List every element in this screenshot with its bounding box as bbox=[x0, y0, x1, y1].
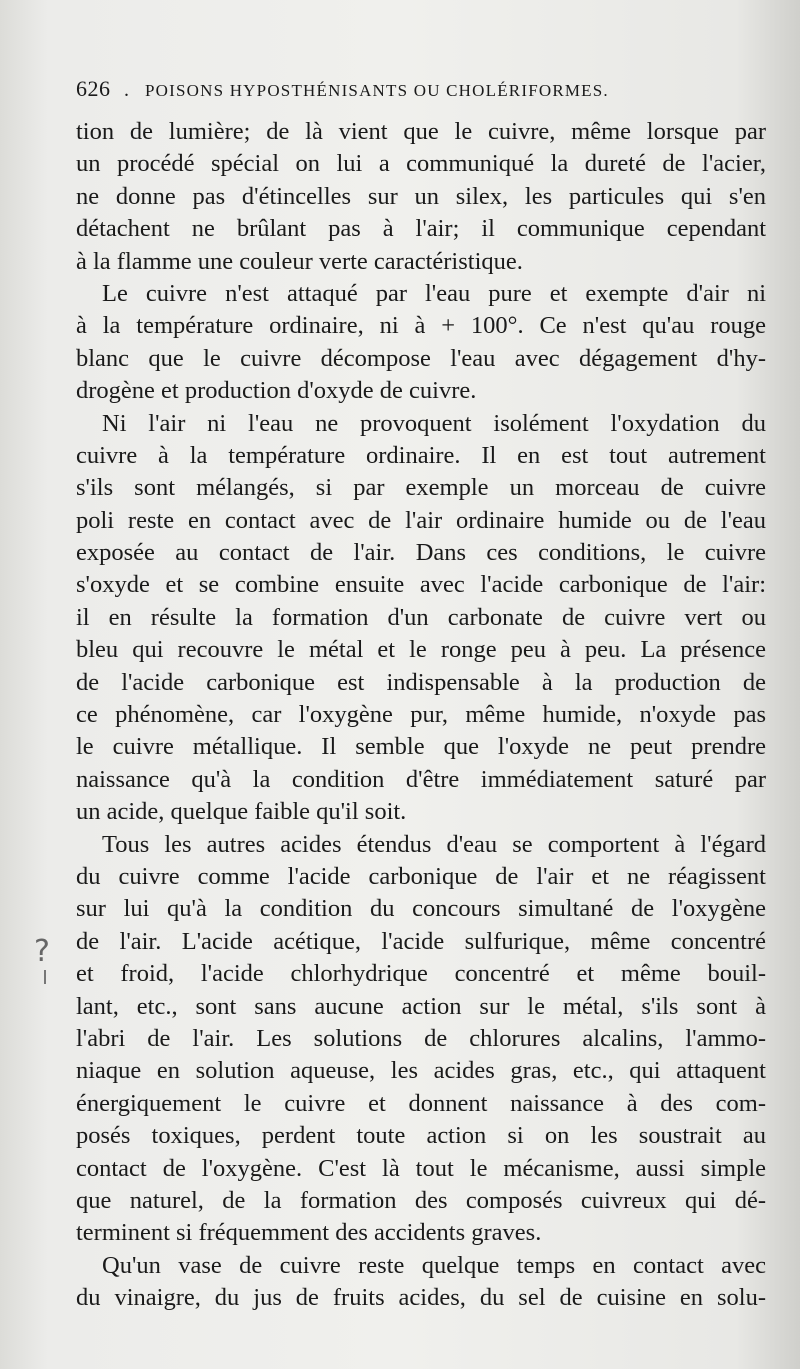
text-line: tion de lumière; de là vient que le cuivre, même lorsque par bbox=[76, 118, 766, 145]
text-line: à la température ordinaire, ni à + 100°. Ce n'est qu'au rouge bbox=[76, 312, 766, 340]
text-line: Ni l'air ni l'eau ne provoquent isolément l'oxydation du bbox=[102, 409, 766, 437]
text-line: lant, etc., sont sans aucune action sur le métal, s'ils sont à bbox=[76, 992, 766, 1020]
text-line: Qu'un vase de cuivre reste quelque temps en contact avec bbox=[102, 1251, 766, 1279]
running-header bbox=[76, 76, 756, 106]
text-line: il en résulte la formation d'un carbonate de cuivre vert ou bbox=[76, 603, 766, 631]
text-line: Tous les autres acides étendus d'eau se comportent à l'égard bbox=[102, 830, 766, 858]
text-line: ne donne pas d'étincelles sur un silex, les particules qui s'en bbox=[76, 182, 766, 210]
text-line: s'ils sont mélangés, si par exemple un morceau de cuivre bbox=[76, 474, 766, 502]
text-line: que naturel, de la formation des composés cuivreux qui dé- bbox=[76, 1186, 766, 1214]
text-line: du cuivre comme l'acide carbonique de l'air et ne réagissent bbox=[76, 862, 766, 890]
text-line: cuivre à la température ordinaire. Il en est tout autrement bbox=[76, 441, 766, 469]
text-line: drogène et production d'oxyde de cuivre. bbox=[76, 377, 477, 405]
text-line: le cuivre métallique. Il semble que l'oxyde ne peut prendre bbox=[76, 733, 766, 761]
text-line: du vinaigre, du jus de fruits acides, du sel de cuisine en solu- bbox=[76, 1284, 766, 1312]
text-line: blanc que le cuivre décompose l'eau avec dégagement d'hy- bbox=[76, 344, 766, 372]
text-line: sur lui qu'à la condition du concours simultané de l'oxygène bbox=[76, 895, 766, 923]
text-line: ce phénomène, car l'oxygène pur, même humide, n'oxyde pas bbox=[76, 701, 766, 729]
text-line: s'oxyde et se combine ensuite avec l'acide carbonique de l'air: bbox=[76, 571, 766, 599]
page-number: 626 bbox=[76, 76, 111, 101]
text-line: détachent ne brûlant pas à l'air; il communique cependant bbox=[76, 215, 766, 243]
text-line: à la flamme une couleur verte caractéristique. bbox=[76, 247, 523, 275]
text-line: exposée au contact de l'air. Dans ces conditions, le cuivre bbox=[76, 539, 766, 567]
text-line: un acide, quelque faible qu'il soit. bbox=[76, 798, 407, 826]
text-line: énergiquement le cuivre et donnent naissance à des com- bbox=[76, 1089, 766, 1117]
text-line: niaque en solution aqueuse, les acides gras, etc., qui attaquent bbox=[76, 1057, 766, 1085]
margin-pencil-tick bbox=[44, 970, 46, 984]
text-line: posés toxiques, perdent toute action si on les soustrait au bbox=[76, 1122, 766, 1150]
text-line: Le cuivre n'est attaqué par l'eau pure et exempte d'air ni bbox=[102, 279, 766, 307]
text-line: bleu qui recouvre le métal et le ronge peu à peu. La présence bbox=[76, 636, 766, 664]
text-line: naissance qu'à la condition d'être immédiatement saturé par bbox=[76, 765, 766, 793]
text-line: et froid, l'acide chlorhydrique concentré et même bouil- bbox=[76, 960, 766, 988]
text-line: de l'air. L'acide acétique, l'acide sulfurique, même concentré bbox=[76, 927, 766, 955]
text-line: l'abri de l'air. Les solutions de chlorures alcalins, l'ammo- bbox=[76, 1024, 766, 1052]
text-line: terminent si fréquemment des accidents graves. bbox=[76, 1219, 542, 1247]
running-title: POISONS HYPOSTHÉNISANTS OU CHOLÉRIFORMES. bbox=[145, 81, 609, 100]
text-line: contact de l'oxygène. C'est là tout le mécanisme, aussi simple bbox=[76, 1154, 766, 1182]
handwritten-margin-mark: ? bbox=[34, 934, 50, 969]
text-line: poli reste en contact avec de l'air ordinaire humide ou de l'eau bbox=[76, 506, 766, 534]
header-separator: . bbox=[124, 79, 130, 101]
text-line: de l'acide carbonique est indispensable à la production de bbox=[76, 668, 766, 696]
body-text bbox=[76, 116, 766, 1314]
text-line: un procédé spécial on lui a communiqué la dureté de l'acier, bbox=[76, 150, 766, 178]
